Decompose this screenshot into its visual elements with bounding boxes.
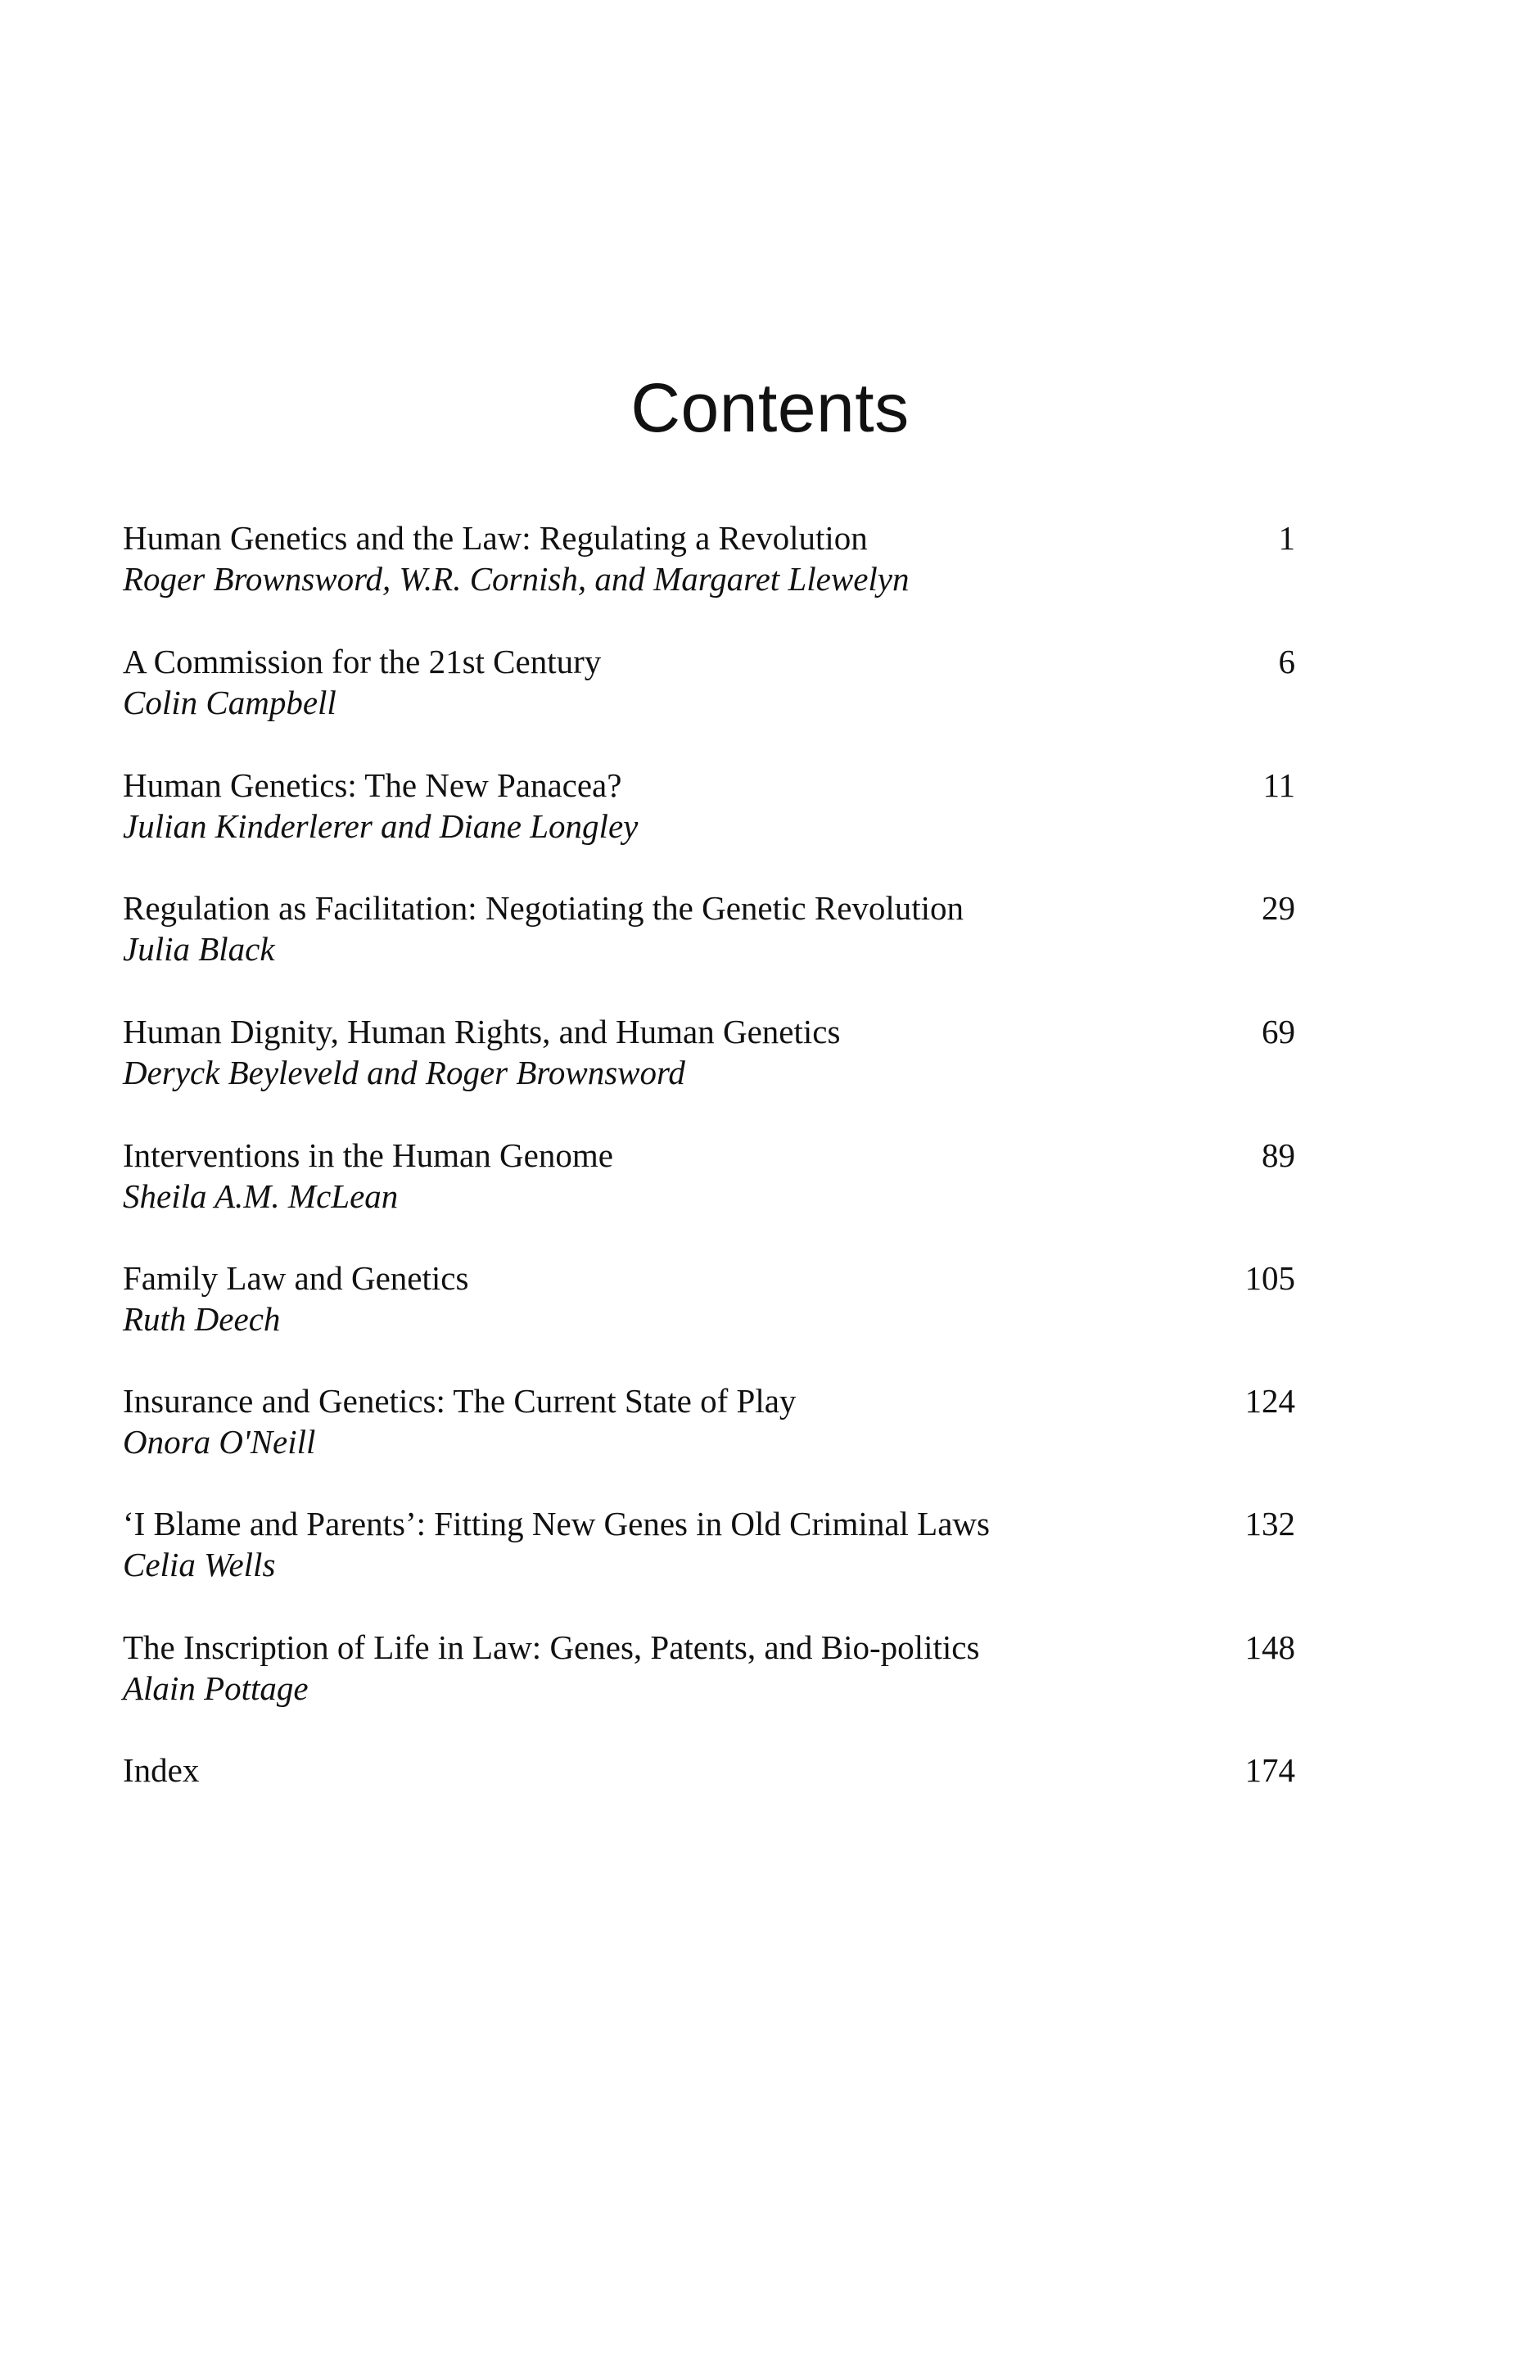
contents-entry [123,1380,1295,1470]
entry-page-number: 124 [1244,1382,1295,1420]
entry-page-number: 105 [1244,1259,1295,1297]
entry-title: Human Dignity, Human Rights, and Human Genetics [123,1013,841,1050]
entry-page-number: 89 [1262,1136,1295,1174]
entry-author: Alain Pottage [123,1669,309,1707]
entry-title: Family Law and Genetics [123,1259,469,1297]
entry-title: A Commission for the 21st Century [123,643,602,680]
entry-author: Deryck Beyleveld and Roger Brownsword [123,1054,685,1091]
entry-page-number: 132 [1244,1505,1295,1542]
entry-author: Onora O'Neill [123,1423,316,1461]
page-title: Contents [630,369,910,446]
entry-page-number: 29 [1262,889,1295,927]
entry-author: Celia Wells [123,1546,276,1583]
entry-title: ‘I Blame and Parents’: Fitting New Genes in Old Criminal Laws [123,1505,990,1542]
entry-title: Human Genetics and the Law: Regulating a Revolution [123,519,868,557]
entry-page-number: 148 [1244,1628,1295,1666]
entry-page-number: 174 [1244,1751,1295,1789]
contents-entry [123,1135,1295,1225]
entry-author: Roger Brownsword, W.R. Cornish, and Margaret Llewelyn [123,560,910,598]
entry-author: Ruth Deech [123,1300,281,1338]
entry-title: Interventions in the Human Genome [123,1136,613,1174]
entry-title: Index [123,1751,200,1789]
entry-title: Regulation as Facilitation: Negotiating the Genetic Revolution [123,889,964,927]
entry-author: Colin Campbell [123,684,336,721]
contents-entry [123,765,1295,855]
entry-author: Sheila A.M. McLean [123,1177,399,1215]
entry-page-number: 6 [1278,643,1295,680]
contents-entry [123,641,1295,731]
contents-entry [123,1503,1295,1593]
entry-title: Insurance and Genetics: The Current State of Play [123,1382,797,1420]
entry-page-number: 69 [1262,1013,1295,1050]
contents-entry [123,1011,1295,1101]
entry-title: The Inscription of Life in Law: Genes, Patents, and Bio-politics [123,1628,980,1666]
entry-title: Human Genetics: The New Panacea? [123,766,622,804]
contents-entry [123,1258,1295,1348]
contents-entry [123,887,1295,978]
contents-entry [123,1627,1295,1717]
entry-page-number: 11 [1262,766,1295,804]
contents-entry [123,517,1295,607]
contents-entry-index [123,1750,1295,1840]
entry-page-number: 1 [1278,519,1295,557]
entry-author: Julia Black [123,930,275,968]
entry-author: Julian Kinderlerer and Diane Longley [123,807,639,845]
